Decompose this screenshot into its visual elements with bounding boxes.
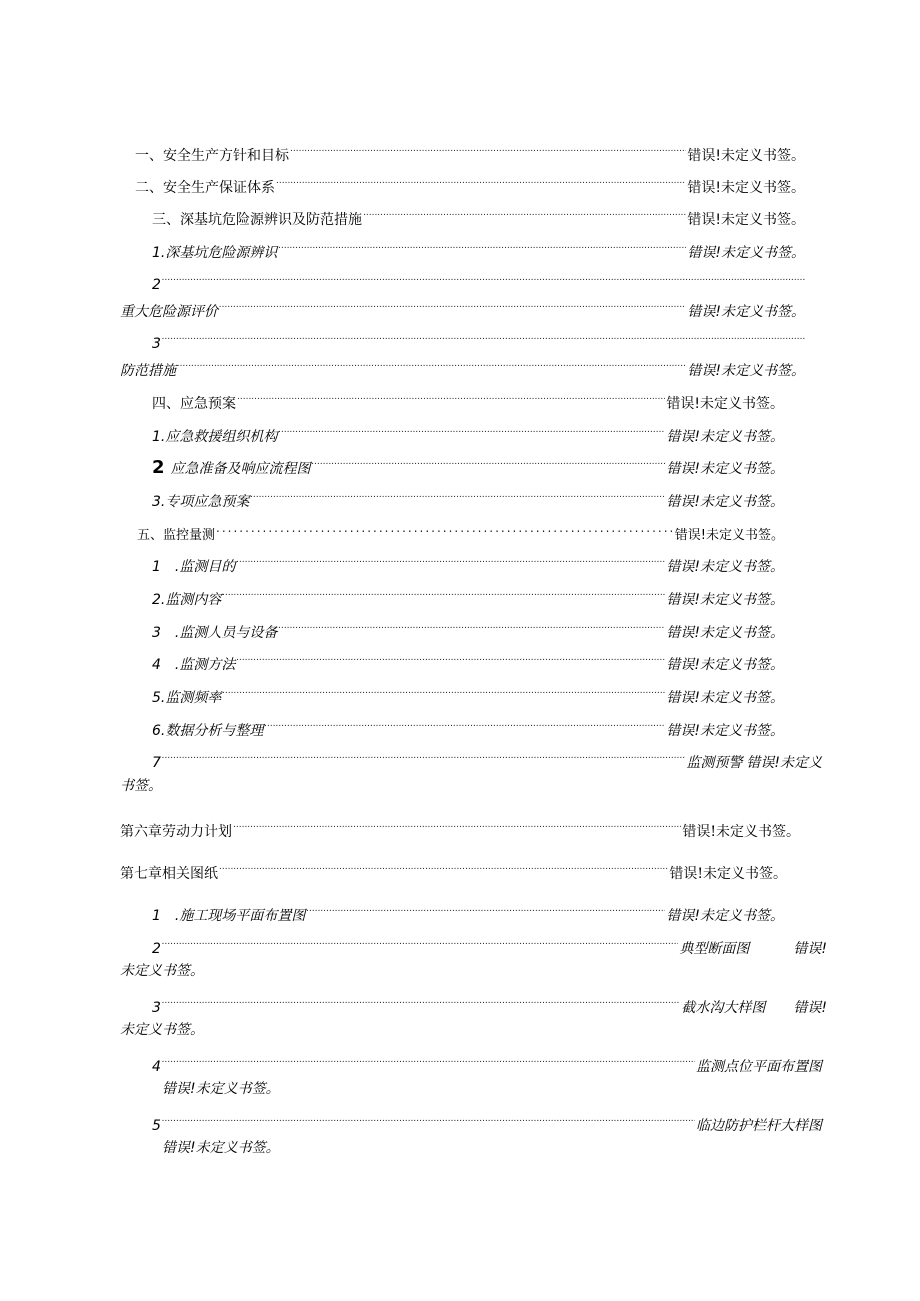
toc-entry-number: 1 — [152, 559, 161, 575]
toc-entry[interactable] — [152, 717, 784, 740]
toc-entry-label: .监测方法 — [174, 657, 236, 673]
toc-entry-label: 四、应急预案 — [152, 396, 236, 412]
leader-dots — [162, 1053, 695, 1071]
toc-entry-number: 4 — [152, 1059, 161, 1075]
toc-entry-page-continued: 书签。 — [120, 778, 162, 794]
leader-dots — [363, 206, 686, 224]
toc-entry-page: 错误!未定义书签。 — [666, 592, 784, 608]
toc-entry-page: 错误!未定义书签。 — [687, 363, 805, 379]
toc-entry-label: 3.专项应急预案 — [152, 494, 250, 510]
toc-entry-page: 错误!未定义书签。 — [666, 396, 784, 412]
toc-entry-label: 监测预警 — [686, 755, 743, 771]
toc-entry[interactable] — [120, 860, 787, 883]
leader-dots — [219, 860, 668, 878]
toc-entry-label: .监测目的 — [174, 559, 236, 575]
leader-dots — [278, 239, 686, 257]
leader-dots — [312, 455, 666, 473]
toc-entry-page: 错误!未定义书签。 — [666, 723, 784, 739]
toc-entry[interactable] — [120, 298, 805, 321]
toc-entry[interactable] — [152, 1053, 822, 1076]
toc-entry-label: 五、监控量测 — [137, 528, 216, 543]
leader-dots — [162, 749, 685, 767]
leader-dots — [162, 271, 806, 289]
leader-dots — [278, 619, 665, 637]
toc-entry-number: 2 — [152, 277, 161, 293]
toc-entry[interactable] — [152, 488, 784, 511]
toc-entry[interactable] — [152, 902, 784, 925]
toc-entry[interactable] — [152, 935, 827, 958]
toc-entry-number: 1 — [152, 908, 161, 924]
leader-dots — [162, 935, 678, 953]
toc-entry-page: 错误!未定义书签。 — [162, 1081, 280, 1097]
toc-entry-page: 错误!未定义书签。 — [666, 494, 784, 510]
toc-entry[interactable] — [152, 586, 784, 609]
toc-entry[interactable] — [152, 206, 805, 229]
leader-dots — [233, 818, 681, 836]
toc-entry-page: 错误!未定义书签。 — [666, 559, 784, 575]
toc-entry-continuation — [162, 1139, 280, 1157]
toc-entry[interactable] — [152, 455, 784, 478]
toc-entry[interactable] — [152, 239, 805, 262]
toc-entry-label: 防范措施 — [120, 363, 176, 379]
toc-entry[interactable] — [152, 553, 784, 576]
toc-entry-number: 3 — [152, 336, 161, 352]
toc-entry[interactable] — [152, 1112, 822, 1135]
toc-entry-page: 错误! — [793, 1000, 827, 1016]
toc-entry-page: 错误!未定义书签。 — [674, 528, 784, 543]
toc-entry-label: 5.监测频率 — [152, 690, 222, 706]
toc-entry[interactable] — [152, 390, 784, 413]
toc-entry-label: 6.数据分析与整理 — [152, 723, 264, 739]
toc-entry[interactable] — [152, 619, 784, 642]
toc-entry-label: 监测点位平面布置图 — [696, 1059, 822, 1075]
toc-entry-page: 错误!未定义书签。 — [687, 148, 805, 164]
toc-entry[interactable] — [152, 994, 827, 1017]
leader-dots — [216, 521, 674, 539]
toc-entry-page: 错误!未定义书签。 — [666, 461, 784, 477]
toc-entry[interactable] — [152, 749, 822, 772]
toc-entry[interactable] — [152, 423, 784, 446]
toc-entry-label: 一、安全生产方针和目标 — [135, 148, 289, 164]
toc-entry-page: 错误!未定义书签。 — [666, 625, 784, 641]
toc-entry-page: 错误!未定义书签。 — [669, 866, 787, 882]
toc-entry-page: 错误!未定义书签。 — [666, 908, 784, 924]
leader-dots — [264, 717, 665, 735]
toc-entry-page: 错误!未定义书签。 — [687, 212, 805, 228]
toc-entry-label: 三、深基坑危险源辨识及防范措施 — [152, 212, 362, 228]
leader-dots — [290, 142, 686, 160]
toc-entry-continuation — [120, 777, 162, 795]
leader-dots — [236, 553, 665, 571]
toc-entry-continuation — [120, 1021, 204, 1039]
leader-dots — [219, 298, 686, 316]
toc-entry-page: 错误!未定义书签。 — [687, 180, 805, 196]
toc-entry-page: 错误!未定义书签。 — [162, 1140, 280, 1156]
toc-entry-label: 截水沟大样图 — [681, 1000, 766, 1016]
leader-dots — [222, 586, 665, 604]
toc-entry-number: 4 — [152, 657, 161, 673]
toc-entry-number: 3 — [152, 625, 161, 641]
toc-entry[interactable] — [120, 818, 800, 841]
toc-entry-label: 典型断面图 — [679, 941, 750, 957]
toc-entry-page: 错误!未定义书签。 — [687, 304, 805, 320]
toc-entry[interactable] — [120, 357, 805, 380]
toc-entry[interactable] — [135, 142, 805, 165]
leader-dots — [162, 994, 680, 1012]
toc-entry-page: 错误!未定义书签。 — [682, 824, 800, 840]
leader-dots — [278, 423, 665, 441]
toc-entry-number: 2 — [152, 941, 161, 957]
leader-dots — [177, 357, 686, 375]
toc-entry-label: 应急准备及响应流程图 — [170, 461, 311, 477]
toc-entry-number-line[interactable] — [152, 271, 807, 294]
toc-entry-continuation — [162, 1080, 280, 1098]
toc-entry-number: 7 — [152, 755, 161, 771]
toc-entry-label: 1.应急救援组织机构 — [152, 429, 278, 445]
leader-dots — [162, 1112, 695, 1130]
toc-entry-number: 5 — [152, 1118, 161, 1134]
toc-entry[interactable] — [152, 684, 784, 707]
leader-dots — [222, 684, 665, 702]
toc-entry-label: 第六章劳动力计划 — [120, 824, 232, 840]
toc-entry-number: 3 — [152, 1000, 161, 1016]
toc-entry-page: 错误! — [793, 941, 827, 957]
toc-entry-label: .施工现场平面布置图 — [174, 908, 306, 924]
toc-entry-page-continued: 未定义书签。 — [120, 1022, 204, 1038]
toc-entry-page-continued: 未定义书签。 — [120, 963, 204, 979]
leader-dots — [236, 651, 665, 669]
toc-entry-label: 1.深基坑危险源辨识 — [152, 245, 278, 261]
toc-entry-page: 错误!未定义书签。 — [687, 245, 805, 261]
toc-entry-page: 错误!未定义 — [746, 755, 822, 771]
toc-entry-number-line[interactable] — [152, 330, 807, 353]
leader-dots — [306, 902, 665, 920]
toc-entry-page: 错误!未定义书签。 — [666, 657, 784, 673]
toc-entry-label: 第七章相关图纸 — [120, 866, 218, 882]
toc-entry-label: 2.监测内容 — [152, 592, 222, 608]
toc-entry-continuation — [120, 962, 204, 980]
toc-entry[interactable] — [152, 651, 784, 674]
toc-entry-label: 二、安全生产保证体系 — [135, 180, 275, 196]
toc-entry-label: .监测人员与设备 — [174, 625, 278, 641]
toc-entry-page: 错误!未定义书签。 — [666, 429, 784, 445]
leader-dots — [276, 174, 686, 192]
toc-entry-label: 重大危险源评价 — [120, 304, 218, 320]
toc-entry-number: 2 — [152, 457, 165, 478]
toc-entry-page: 错误!未定义书签。 — [666, 690, 784, 706]
leader-dots — [237, 390, 665, 408]
leader-dots — [250, 488, 665, 506]
toc-entry-label: 临边防护栏杆大样图 — [696, 1118, 822, 1134]
toc-entry[interactable] — [135, 174, 805, 197]
toc-entry[interactable] — [137, 521, 784, 545]
leader-dots — [162, 330, 806, 348]
